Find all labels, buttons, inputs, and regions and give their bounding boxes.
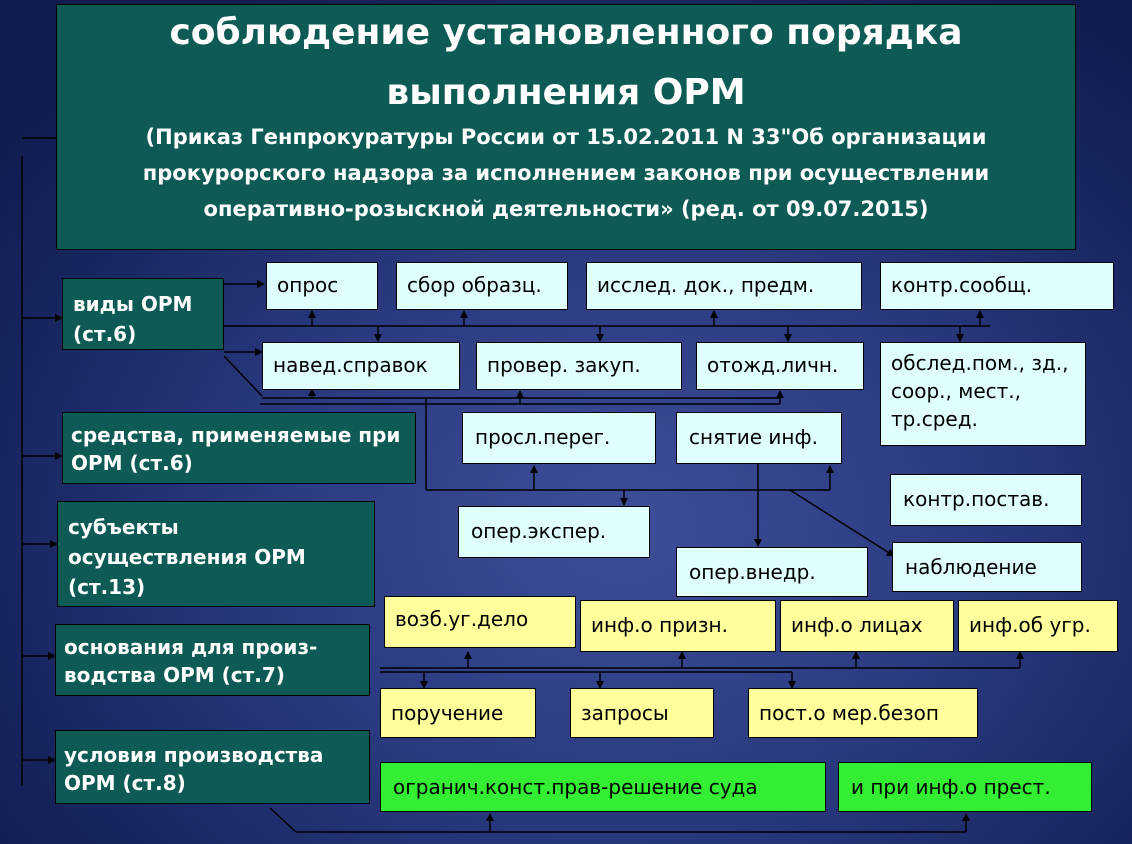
type-sbor-obrazts: сбор образц. (396, 262, 568, 310)
ground-post-mer-bezop: пост.о мер.безоп (748, 688, 978, 738)
category-types: виды ОРМ (ст.6) (62, 278, 224, 350)
type-opros: опрос (266, 262, 378, 310)
condition-pri-inf-o-prest: и при инф.о прест. (838, 762, 1092, 812)
category-conditions: условия производства ОРМ (ст.8) (55, 730, 370, 804)
condition-ogranich-konst-prav: огранич.конст.прав-решение суда (380, 762, 826, 812)
type-issled: исслед. док., предм. (586, 262, 862, 310)
type-kontr-postav: контр.постав. (890, 474, 1082, 526)
type-prover-zakup: провер. закуп. (476, 342, 682, 390)
category-means: средства, применяемые при ОРМ (ст.6) (62, 412, 416, 484)
type-kontr-soobshch: контр.сообщ. (880, 262, 1114, 310)
ground-inf-ugr: инф.об угр. (958, 600, 1118, 652)
page-subtitle-line3: оперативно-розыскной деятельности» (ред. от 09.07.2015) (203, 197, 929, 221)
type-oper-eksper: опер.экспер. (458, 506, 650, 558)
type-snyatie-inf: снятие инф. (676, 412, 842, 464)
type-prosl-pereg: просл.перег. (462, 412, 656, 464)
ground-inf-prizn: инф.о призн. (580, 600, 776, 652)
type-naved-spravok: навед.справок (262, 342, 460, 390)
title-banner (56, 4, 1076, 250)
page-title-line2: выполнения ОРМ (386, 72, 746, 113)
ground-zaprosy: запросы (570, 688, 714, 738)
ground-inf-litsah: инф.о лицах (780, 600, 954, 652)
ground-vozb-ug-delo: возб.уг.дело (384, 596, 576, 648)
category-grounds: основания для произ-водства ОРМ (ст.7) (55, 624, 370, 696)
page-subtitle-line1: (Приказ Генпрокуратуры России от 15.02.2011 N 33"Об организации (145, 125, 987, 149)
type-obsled: обслед.пом., зд., соор., мест., тр.сред. (880, 342, 1086, 446)
page-subtitle-line2: прокурорского надзора за исполнением законов при осуществлении (142, 161, 990, 185)
type-otozhd-lichn: отожд.личн. (696, 342, 864, 390)
category-subjects: субъекты осуществления ОРМ (ст.13) (57, 501, 375, 607)
type-nablyudenie: наблюдение (892, 542, 1082, 592)
type-oper-vnedr: опер.внедр. (676, 547, 868, 597)
page-title-line1: соблюдение установленного порядка (169, 12, 963, 53)
ground-poruchenie: поручение (380, 688, 536, 738)
